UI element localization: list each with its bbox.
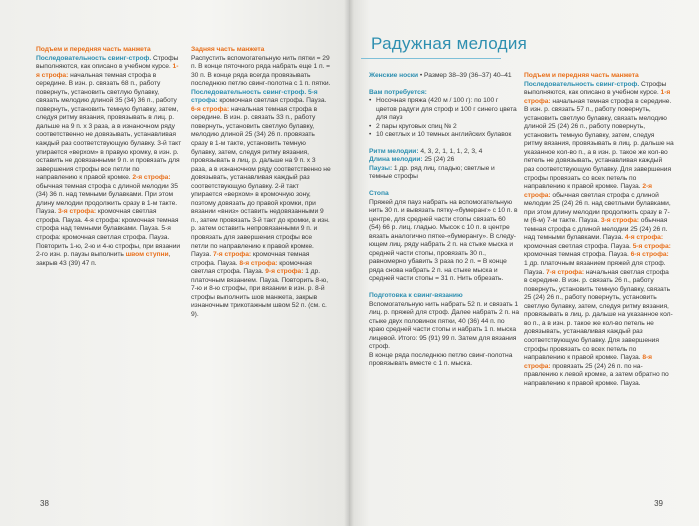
strophe-text: Повторить 1-ю, 2-ю и 4-ю строфы, при вязании 2-го изн. р. паузы выполнить: [36, 242, 181, 259]
prep-text: Вспомогательную нить набрать 52 п. и связать 1 лиц. р. пряжей для строф. Далее набрать 2 п. на стыке двух половинок пятки, 40 (36) 44 п. по краю средней части стопы и набрать 1 п. мыска лицевой. Итого: 95 (91) 99 п. Затем для вязания строф.: [369, 300, 520, 351]
list-item: • 2 пары круговых спиц № 2: [376, 123, 519, 132]
title-divider: [361, 58, 501, 59]
left-column-1: [36, 46, 182, 268]
lead-title: Женские носки: [369, 72, 419, 79]
right-page: [349, 0, 699, 526]
strophe-6-label: 6-я строфа:: [191, 105, 230, 113]
pauses-line: [369, 165, 519, 182]
strophe-text: провязать 25 (24) 26 п. по направлению к левой кромке, а затем обратно по направлению к правой кромке. Пауза.: [524, 362, 669, 387]
paragraph-strophes: [191, 89, 331, 320]
strophe-text: начальная светлая строфа в середине. В изн. р. связать 26 п., работу повернуть, установить темную булавку, связать 25 (24) 26 п., работу повернуть, установить светлую булавку, затем, следуя ритму вязания, провязывать в лиц. р. дальше на указанное кол-во п., а в изн. р. такое же кол-во петель не довязывать, устанавливая каждый раз соответствующую булавку. Для завершения строфы провязать со всех петель по направлению к правой кромке. Пауза.: [524, 268, 673, 362]
strophe-1-label: 1-я строфа:: [524, 89, 671, 105]
strophe-7-label: 7-я строфа:: [212, 251, 252, 259]
strophe-text: начальная темная строфа в середине. В изн. р. связать 57 п., работу повернуть, установить светлую булавку, связать мелодию длиной 25 (24) 26 п., работу повернуть, установить темную булавку, затем, следуя ритму вязания, провязывать в лиц. р. дальше на указанное кол-во п., а в изн. р. такое же кол-во петель не довязывать, устанавливая каждый раз соответствующую булавку. Для завершения строфы провязать со всех петель по направлению к правой кромке. Пауза.: [524, 97, 674, 191]
pauses-value: 1 др. ряд лиц. гладью; светлые и темные строфы: [369, 164, 495, 181]
spacer: [369, 284, 519, 292]
left-page: [0, 0, 349, 526]
heading-instep: Подъем и передняя часть манжета: [36, 46, 151, 53]
paragraph-swing-sequence: [36, 55, 182, 269]
rhythm-value: 4, 3, 2, 1, 1, 1, 2, 3, 4: [418, 147, 483, 155]
materials-list: [369, 97, 519, 140]
page-number-left: 38: [40, 499, 49, 508]
strophe-text: обычная темная строфа с длиной мелодии 35 (34) 36 п. над темными булавками. При этом длину мелодии продолжить сразу в 1-м такте. Пауза.: [36, 182, 178, 216]
paragraph-swing-right: [524, 81, 674, 389]
strophe-5-label: 5-я строфа:: [632, 242, 671, 250]
strophe-text: Строфы выполняются, как описано в учебном курсе.: [36, 54, 179, 71]
rhythm-label: Ритм мелодии:: [369, 147, 419, 155]
strophe-text: 1 др. платочным вязанием. Пауза. Повторить 8-ю, 7-ю и 8-ю строфы, при вязании в изн. р. 8-й строфы выполнить шов манжета, закрыв изнаночным трикотажным швом 52 п. (см. с. 9).: [191, 268, 329, 318]
strophe-text: 1 др. платочным вязанием пряжей для строф. Пауза.: [524, 260, 666, 276]
heading-back-cuff: Задняя часть манжета: [191, 46, 265, 53]
subheading-swing-right: Последовательность свинг-строф.: [524, 80, 640, 88]
paragraph-heel: Распустить вспомогательную нить пятки = 29 п. В конце пяточного ряда набрать еще 1 п. = 30 п. В конце ряда всегда провязывать последнюю петлю свинг-полотна с 1 п. пятки.: [191, 54, 331, 88]
strophe-text: Строфы выполняются, как описано в учебном курсе.: [524, 80, 667, 97]
strophe-text: начальная темная строфа в середине. В изн. р. связать 68 п., работу повернуть, установить светлую булавку, связать мелодию длиной 35 (34) 36 п., работу повернуть, установить темную булавку, затем, следуя ритму вязания, провязывать в лиц. р. дальше на 9 п. x 3 раза, а в изнаночном ряду соответственно не довязывать, устанавливая каждый раз соответствующую булавку. 3-й такт упирается «верхом» в правую кромку, в изн. р. оставить не довязанными 9 п. и провязать для завершения строфы все петли по направлению к правой кромке.: [36, 71, 182, 182]
strophe-4-label: 4-я строфа:: [624, 234, 663, 242]
strophe-6-label: 6-я строфа:: [630, 251, 669, 259]
rhythm-line: [369, 148, 519, 157]
strophe-text: обычная темная строфа с длиной мелодии 25 (24) 26 п. над темными булавками. Пауза.: [524, 217, 668, 242]
strophe-8-label: 8-я строфа:: [524, 354, 653, 370]
strophe-text: кромочная светлая строфа. Пауза. 4-я строфа: кромочная темная строфа над темными булавками. Пауза. 5-я строфа: кромочная светлая строфа. Пауза.: [36, 208, 179, 242]
subheading-strophe-5: Последовательность свинг-строф. 5-я строфа:: [191, 88, 318, 105]
strophe-text: кромочная светлая строфа. Пауза.: [217, 97, 327, 105]
strophe-text: начальная темная строфа в середине. В изн. р. связать 33 п., работу повернуть, установить светлую булавку, мелодию длиной 25 (34) 26 п. провязать сразу в 1-м такте, установить темную булавку, затем, следуя ритму вязания, провязывать в лиц. р. дальше на 9 п. x 3 раза, а в изнаночном ряду соответственно не довязывать, устанавливая каждый раз соответствующую булавку. 2-й такт упирается «верхом» в кромочную зону, поэтому довязать до правой кромки, при вязании «вниз» оставить недовязанными 9 п., затем провязать 3-й такт до кромки, в изн. р. затем оставить непровязанными 9 п. и провязать для завершения строфы все петли по направлению к правой кромке. Пауза.: [191, 105, 331, 259]
strophe-7-label: 7-я строфа:: [545, 268, 585, 276]
strophe-text: , закрыв 43 (39) 47 п.: [36, 251, 171, 267]
subheading-swing-sequence: Последовательность свинг-строф.: [36, 54, 152, 62]
spacer: [369, 140, 519, 148]
pattern-title: Радужная мелодия: [371, 34, 528, 53]
heading-instep-right: Подъем и передняя часть манжета: [524, 72, 639, 79]
prep-heading: Подготовка к свинг-вязанию: [369, 292, 463, 300]
list-item: • Носочная пряжа (420 м / 100 г): по 100 г цветов радуги для строф и 100 г синего цвета для пауз: [376, 97, 519, 123]
foot-heading: Стопа: [369, 190, 389, 198]
lead-size: • Размер 38–39 (36–37) 40–41: [418, 72, 512, 79]
strophe-3-label: 3-я строфа:: [600, 217, 639, 225]
materials-heading: Вам потребуется:: [369, 88, 427, 96]
right-column-1: [369, 72, 519, 369]
strophe-text: кромочная светлая строфа. Пауза.: [191, 259, 312, 276]
length-value: 25 (24) 26: [422, 156, 455, 164]
pauses-label: Паузы:: [369, 164, 393, 172]
length-label: Длина мелодии:: [369, 156, 423, 164]
list-item: • 10 светлых и 10 темных английских булавок: [376, 131, 519, 140]
strophe-text: кромочная темная строфа. Пауза.: [524, 251, 631, 259]
spacer: [369, 182, 519, 190]
strophe-9-label: 9-я строфа:: [265, 268, 304, 276]
length-line: [369, 156, 519, 165]
strophe-label: 1-я строфа:: [36, 63, 179, 79]
right-column-2: [524, 72, 674, 388]
strophe-label: 2-я строфа:: [132, 174, 171, 182]
strophe-text: кромочная светлая строфа. Пауза.: [524, 242, 633, 250]
left-column-2: [191, 46, 331, 320]
page-number-right: 39: [654, 499, 663, 508]
strophe-text: обычная светлая строфа с длиной мелодии 25 (24) 26 п. над светлыми булавками, при этом длину мелодии продолжить сразу в 7-м (6-м) 7-м такте. Пауза.: [524, 191, 671, 225]
spacer: [369, 81, 519, 89]
strophe-label: 3-я строфа:: [57, 208, 97, 216]
book-spine-shadow: [344, 0, 354, 526]
strophe-label: швом ступни: [125, 251, 169, 259]
foot-text: Пряжей для пауз набрать на вспомогательную нить 30 п. и вывязать пятку-«бумеранг» с 10 п. в центре, для средней части стопы связать 60 (54) 66 р. лиц. гладью. Мысок с 10 п. в центре вязать аналогично пятке-«бумерангу». В следующем лиц. ряду набрать 2 п. на стыке мыска и средней части стопы, провязать 30 п., равномерно убавить 3 раза по 2 п. = В конце ряда снова набрать 2 п. на стыке мыска и средней части стопы = 31 п. Нить обрезать.: [369, 198, 518, 283]
lead-line: [369, 72, 519, 81]
strophe-8-label: 8-я строфа:: [239, 259, 278, 267]
swing-sequence-text: [36, 55, 181, 267]
strophe-text: кромочная темная строфа. Пауза.: [191, 251, 310, 267]
prep-text-2: В конце ряда последнюю петлю свинг-полотна провязывать вместе с 1 п. мыска.: [369, 351, 513, 368]
strophe-2-label: 2-я строфа:: [524, 183, 653, 199]
